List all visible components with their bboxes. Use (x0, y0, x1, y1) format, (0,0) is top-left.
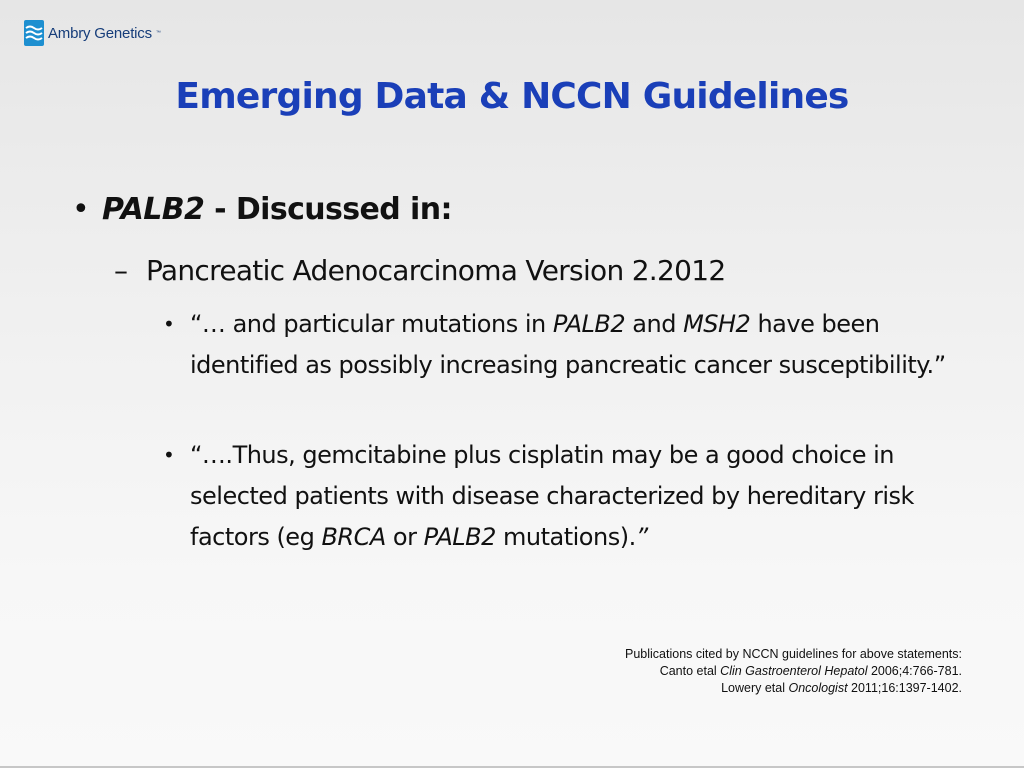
bullet-level-2 (114, 254, 725, 287)
citation-journal: Clin Gastroenterol Hepatol (720, 664, 868, 678)
quote-close-mark: ” (635, 523, 648, 551)
dash-bullet-icon: – (114, 254, 128, 287)
gene-name: PALB2 (423, 523, 496, 551)
quote-segment: or (385, 523, 424, 551)
gene-name: PALB2 (102, 192, 205, 227)
quote-text (190, 435, 973, 558)
citation-ref: 2006;4:766-781. (867, 664, 962, 678)
bullet-level-1 (72, 192, 452, 227)
gene-name: PALB2 (552, 310, 626, 338)
quote-item (163, 304, 973, 386)
slide-title: Emerging Data & NCCN Guidelines (175, 76, 849, 117)
gene-name: BRCA (321, 523, 386, 551)
quote-segment: mutations). (495, 523, 636, 551)
gene-name: MSH2 (683, 310, 751, 338)
citation-author: Lowery etal (721, 681, 789, 695)
guideline-name: Pancreatic Adenocarcinoma Version 2.2012 (146, 254, 726, 287)
quote-segment: and (625, 310, 684, 338)
citations (442, 646, 962, 697)
citation-journal: Oncologist (788, 681, 848, 695)
citations-heading: Publications cited by NCCN guidelines for above statements: (625, 647, 962, 661)
quote-segment: have been identified as possibly increasing pancreatic cancer susceptibility.” (190, 310, 946, 379)
bullet-icon: • (72, 192, 90, 227)
citation-author: Canto etal (659, 664, 721, 678)
quote-text (190, 304, 973, 386)
brand-name: Ambry Genetics (48, 24, 152, 42)
citation-item (442, 680, 962, 697)
quote-segment: “….Thus, gemcitabine plus cisplatin may be a good choice in selected patients with disease characterized by hereditary risk factors (eg (190, 441, 914, 551)
quote-item (163, 435, 973, 558)
citation-item (442, 663, 962, 680)
bullet-heading-text: - Discussed in: (204, 192, 452, 227)
brand-trademark: ™ (155, 30, 161, 36)
citation-ref: 2011;16:1397-1402. (847, 681, 962, 695)
quote-segment: “… and particular mutations in (190, 310, 553, 338)
bullet-icon: • (163, 443, 175, 467)
bullet-icon: • (163, 312, 175, 336)
